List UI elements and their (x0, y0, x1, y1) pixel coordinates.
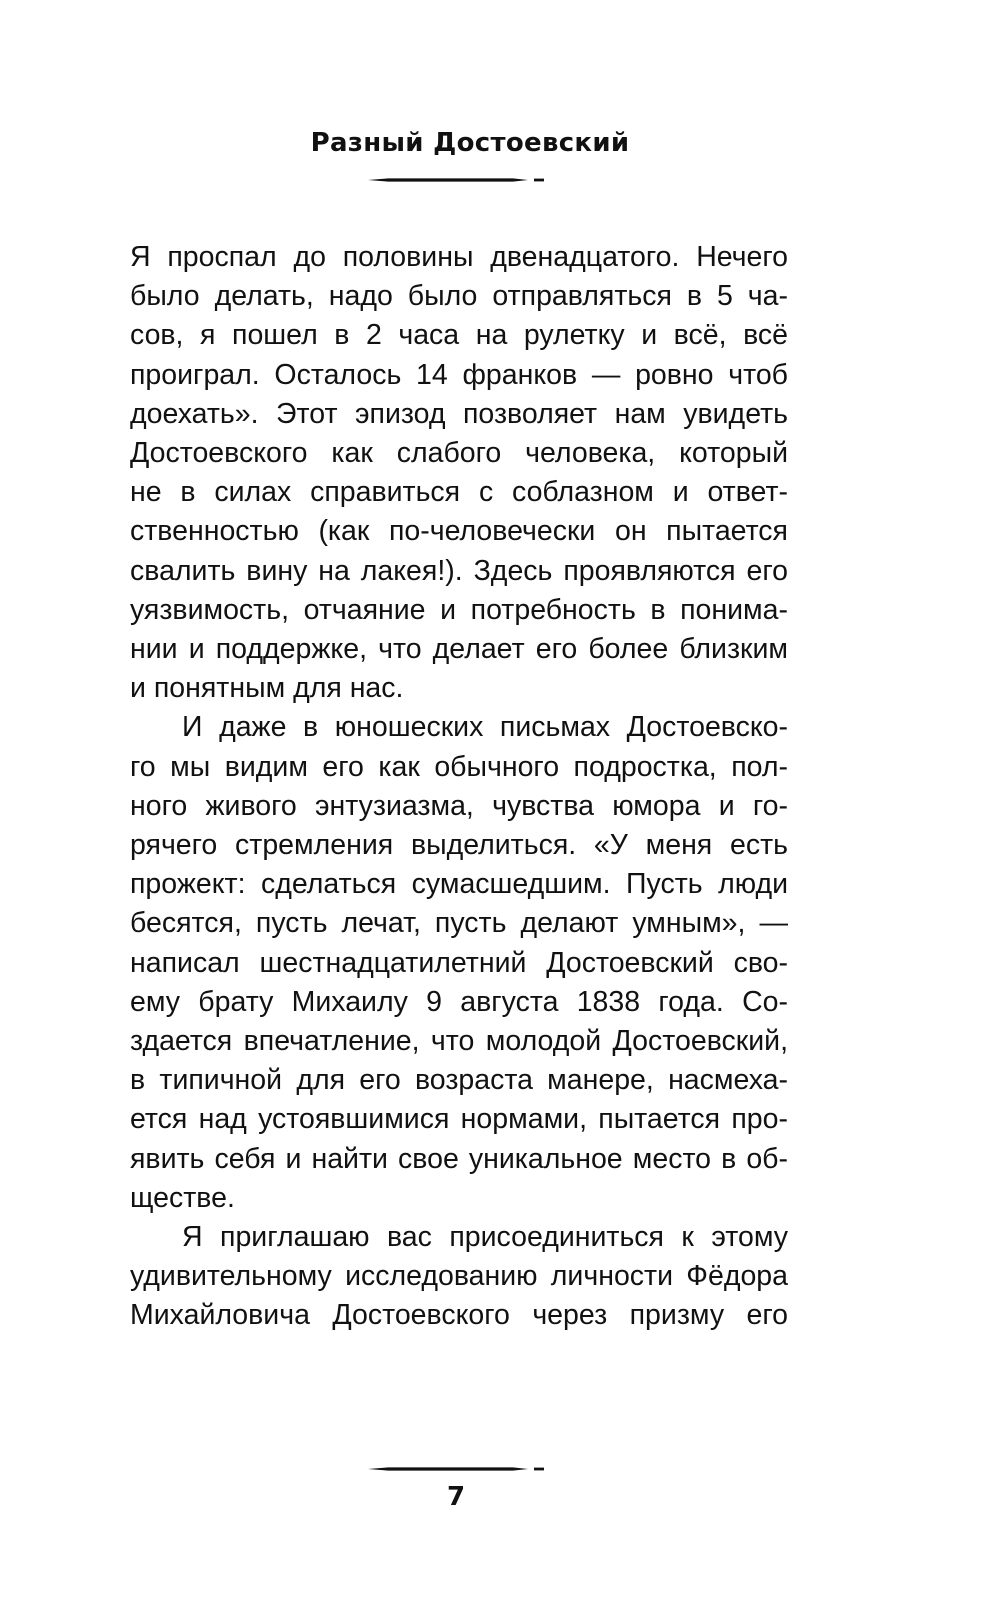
text-line: Я проспал до половины двенадцатого. Нечего (130, 241, 788, 273)
footer-ornament-rule (368, 1465, 544, 1473)
text-line: Я приглашаю вас присоединиться к этому (182, 1221, 788, 1254)
paragraph (130, 1218, 788, 1336)
text-line: рячего стремления выделиться. «У меня есть (130, 829, 788, 862)
text-line: го мы видим его как обычного подростка, пол- (130, 750, 788, 783)
page-number: 7 (446, 1482, 466, 1512)
text-line: нии и поддержке, что делает его более близким (130, 633, 788, 666)
text-line: было делать, надо было отправляться в 5 ча- (130, 280, 788, 313)
text-line: свалить вину на лакея!). Здесь проявляются его (130, 554, 788, 587)
text-line: ного живого энтузиазма, чувства юмора и го- (130, 789, 788, 822)
paragraph (130, 708, 788, 1218)
text-line: И даже в юношеских письмах Достоевско- (182, 711, 788, 744)
text-line: здается впечатление, что молодой Достоевский, (130, 1025, 788, 1058)
body-text (130, 238, 788, 1336)
text-line: проиграл. Осталось 14 франков — ровно чтоб (130, 358, 788, 391)
text-line: сов, я пошел в 2 часа на рулетку и всё, всё (130, 319, 788, 352)
text-line: написал шестнадцатилетний Достоевский сво- (130, 946, 788, 979)
text-line: прожект: сделаться сумасшедшим. Пусть люди (130, 868, 788, 901)
text-line: в типичной для его возраста манере, насмеха- (130, 1064, 788, 1097)
text-line: ется над устоявшимися нормами, пытается про- (130, 1103, 788, 1136)
text-line: явить себя и найти свое уникальное место в об- (130, 1142, 788, 1175)
text-line: доехать». Этот эпизод позволяет нам увидеть (130, 397, 788, 430)
text-line: удивительному исследованию личности Фёдора (130, 1260, 788, 1293)
text-line: ществе. (130, 1181, 235, 1214)
text-line: не в силах справиться с соблазном и ответ- (130, 476, 788, 509)
text-line: ственностью (как по-человечески он пытается (130, 515, 788, 548)
text-line: бесятся, пусть лечат, пусть делают умным», — (130, 907, 788, 940)
running-head: Разный Достоевский (310, 128, 630, 158)
text-line: и понятным для нас. (130, 672, 404, 705)
header-ornament-rule (368, 176, 544, 184)
text-line: уязвимость, отчаяние и потребность в понима- (130, 593, 788, 626)
text-line: Достоевского как слабого человека, который (130, 437, 788, 470)
text-line: Михайловича Достоевского через призму его (130, 1299, 788, 1332)
paragraph (130, 238, 788, 708)
text-line: ему брату Михаилу 9 августа 1838 года. Со- (130, 985, 788, 1018)
